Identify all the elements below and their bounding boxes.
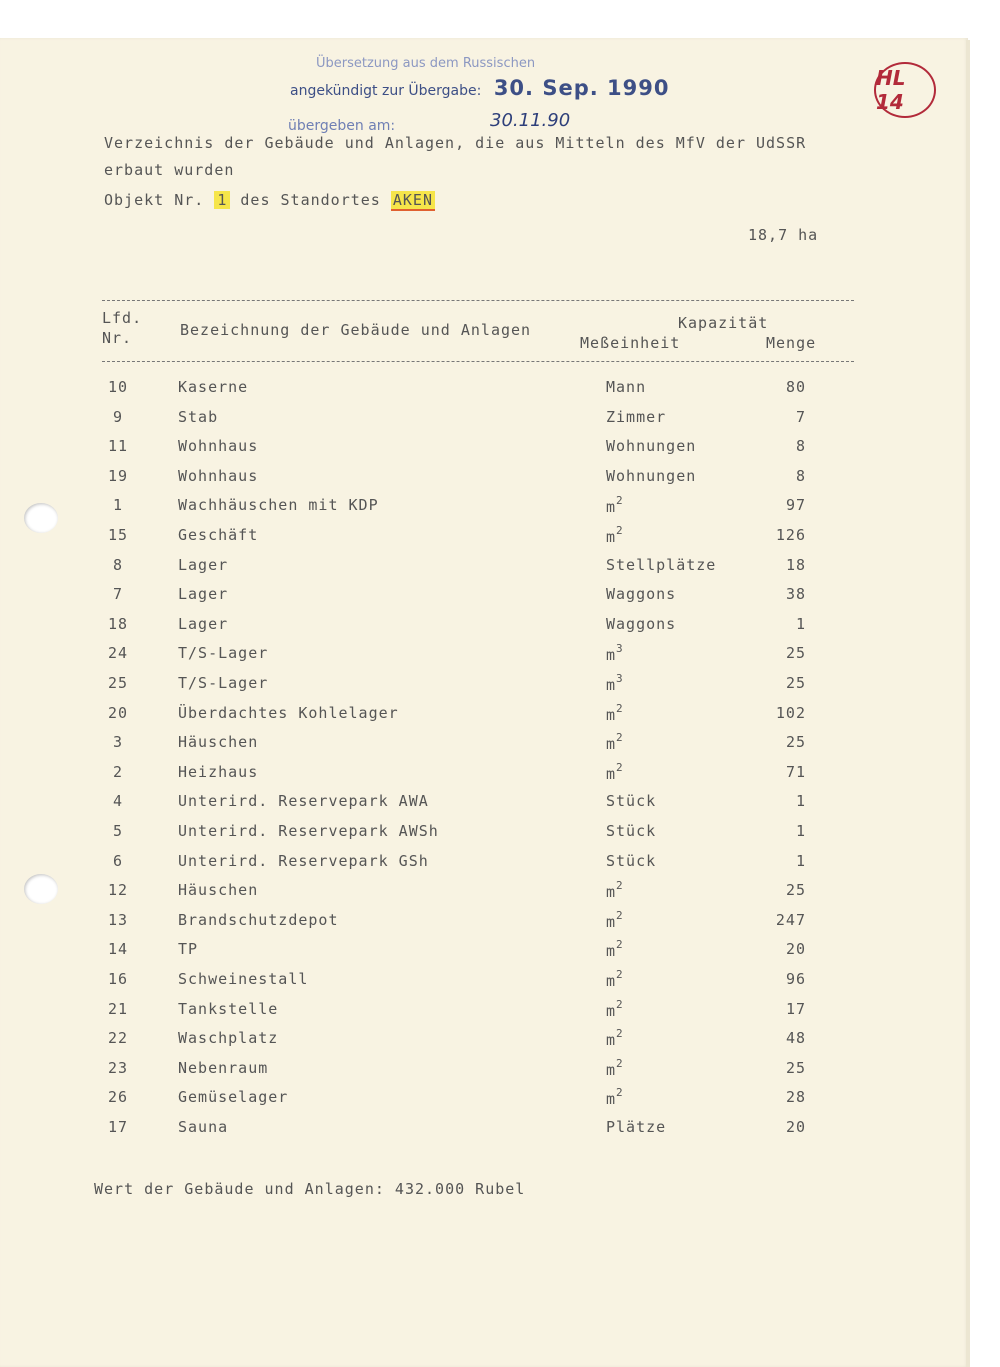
unit-cell [606, 437, 696, 455]
building-name: Häuschen [178, 733, 259, 752]
unit-label: Waggons [606, 585, 677, 604]
table-row [0, 674, 968, 702]
quantity: 1 [795, 822, 806, 840]
unit-label: Stellplätze [606, 555, 717, 574]
unit-exponent: 2 [616, 938, 624, 952]
row-number: 14 [107, 940, 129, 959]
unit-label: Stück [606, 792, 657, 811]
table-row [0, 378, 968, 406]
unit-label: Stück [606, 851, 657, 870]
building-name: Schweinestall [178, 970, 309, 988]
unit-cell [606, 408, 666, 426]
unit-label: Stück [606, 822, 657, 840]
table-row [0, 760, 968, 791]
table-row [0, 733, 968, 761]
row-number: 2 [112, 762, 124, 781]
quantity: 97 [785, 496, 806, 515]
row-number: 23 [107, 1058, 129, 1077]
unit-label: m [606, 764, 617, 783]
quantity: 8 [795, 437, 806, 456]
unit-exponent: 3 [616, 672, 624, 685]
unit-cell [606, 881, 624, 901]
building-name: Unterird. Reservepark AWA [178, 792, 429, 811]
building-name: Stab [178, 407, 219, 426]
table-header-rule [102, 361, 854, 362]
building-name: Nebenraum [178, 1058, 269, 1077]
building-name: Unterird. Reservepark AWSh [178, 822, 439, 840]
unit-cell [606, 644, 624, 664]
quantity: 17 [785, 999, 806, 1018]
col-header-nr-1: Lfd. [102, 309, 143, 327]
unit-exponent: 3 [616, 642, 624, 656]
building-name: Unterird. Reservepark GSh [178, 851, 429, 870]
stamp-announced [290, 76, 669, 100]
table-row [0, 792, 968, 820]
building-name: Tankstelle [178, 999, 279, 1018]
table-row [0, 822, 968, 850]
row-number: 25 [107, 674, 129, 692]
building-name: Waschplatz [178, 1029, 279, 1048]
row-number: 18 [107, 614, 129, 633]
unit-label: m [606, 942, 617, 961]
quantity: 7 [795, 407, 806, 426]
unit-cell [606, 378, 646, 396]
unit-label: Plätze [606, 1118, 667, 1136]
quantity: 247 [775, 910, 806, 929]
row-number: 1 [112, 496, 124, 515]
unit-label: m [606, 676, 617, 694]
unit-exponent: 2 [616, 731, 624, 745]
unit-exponent: 2 [616, 1056, 624, 1070]
row-number: 21 [107, 999, 129, 1018]
stamp-announced-label: angekündigt zur Übergabe: [290, 83, 482, 99]
table-row [0, 940, 968, 968]
unit-cell [606, 970, 624, 990]
stamp-translation-note: Übersetzung aus dem Russischen [316, 56, 536, 71]
table-row [0, 1118, 968, 1146]
unit-label: Mann [606, 378, 647, 396]
unit-cell [606, 585, 676, 603]
unit-label: m [606, 498, 617, 517]
unit-cell [606, 733, 624, 753]
building-name: Heizhaus [178, 762, 259, 781]
table-row [0, 408, 968, 436]
area-size: 18,7 ha [748, 226, 819, 244]
quantity: 126 [775, 526, 806, 544]
table-row [0, 1088, 968, 1116]
unit-cell [606, 1056, 624, 1079]
unit-exponent: 2 [616, 997, 624, 1011]
unit-cell [606, 1029, 624, 1049]
unit-label: m [606, 528, 617, 546]
unit-cell [606, 760, 624, 783]
object-line [104, 191, 435, 209]
unit-cell [606, 1118, 666, 1136]
unit-cell [606, 467, 696, 485]
quantity: 18 [785, 555, 806, 574]
unit-cell [606, 1088, 624, 1108]
quantity: 1 [795, 614, 806, 633]
quantity: 20 [785, 940, 806, 959]
unit-exponent: 2 [616, 908, 624, 922]
unit-label: Wohnungen [606, 466, 697, 485]
table-row [0, 467, 968, 495]
quantity: 96 [785, 970, 806, 988]
quantity: 1 [795, 792, 806, 811]
building-name: Überdachtes Kohlelager [178, 703, 399, 722]
quantity: 25 [785, 733, 806, 752]
stamp-announced-date: 30. Sep. 1990 [493, 76, 670, 100]
quantity: 38 [785, 585, 806, 604]
building-name: Lager [178, 555, 229, 574]
unit-cell [606, 615, 676, 633]
table-row [0, 1056, 968, 1087]
location-name: AKEN [392, 191, 433, 209]
table-row [0, 437, 968, 465]
table-row [0, 908, 968, 939]
row-number: 6 [112, 851, 124, 870]
total-value: Wert der Gebäude und Anlagen: 432.000 Rubel [94, 1180, 526, 1198]
object-mid: des Standortes [240, 191, 381, 209]
unit-label: m [606, 1031, 617, 1050]
building-name: T/S-Lager [178, 674, 269, 692]
unit-label: m [606, 646, 617, 665]
table-row [0, 852, 968, 880]
building-name: Lager [178, 614, 229, 633]
row-number: 7 [112, 585, 124, 604]
unit-label: m [606, 705, 617, 724]
table-row [0, 615, 968, 643]
table-row [0, 644, 968, 672]
col-header-qty: Menge [766, 334, 817, 352]
row-number: 26 [107, 1088, 129, 1107]
table-row [0, 556, 968, 584]
quantity: 1 [795, 851, 806, 870]
unit-cell [606, 526, 624, 546]
table-row [0, 1029, 968, 1057]
quantity: 25 [785, 644, 806, 663]
building-name: Wachhäuschen mit KDP [178, 496, 379, 515]
unit-exponent: 2 [616, 494, 624, 508]
unit-cell [606, 940, 624, 960]
row-number: 17 [107, 1118, 129, 1136]
document-title-line1: Verzeichnis der Gebäude und Anlagen, die aus Mitteln des MfV der UdSSR [104, 134, 807, 152]
unit-exponent: 2 [616, 1027, 624, 1041]
table-row [0, 496, 968, 524]
row-number: 5 [112, 822, 124, 840]
table-row [0, 997, 968, 1028]
col-header-unit: Meßeinheit [580, 334, 681, 352]
unit-cell [606, 674, 624, 694]
unit-exponent: 2 [616, 524, 624, 537]
quantity: 25 [785, 674, 806, 692]
unit-exponent: 2 [616, 968, 624, 981]
table-row [0, 701, 968, 732]
building-name: TP [178, 940, 199, 959]
quantity: 48 [785, 1029, 806, 1048]
unit-label: m [606, 1090, 617, 1109]
unit-cell [606, 496, 624, 516]
quantity: 8 [795, 466, 806, 485]
row-number: 20 [107, 703, 129, 722]
quantity: 71 [785, 762, 806, 781]
row-number: 12 [107, 881, 129, 900]
unit-label: m [606, 883, 617, 902]
unit-label: m [606, 912, 617, 931]
col-header-name: Bezeichnung der Gebäude und Anlagen [180, 321, 532, 339]
row-number: 13 [107, 910, 129, 929]
row-number: 22 [107, 1029, 129, 1048]
unit-label: m [606, 1060, 617, 1079]
row-number: 16 [107, 970, 129, 988]
quantity: 102 [775, 703, 806, 722]
quantity: 80 [785, 378, 806, 396]
table-row [0, 970, 968, 998]
unit-exponent: 2 [616, 1086, 624, 1100]
row-number: 15 [107, 526, 129, 544]
row-number: 4 [112, 792, 124, 811]
object-number: 1 [214, 191, 230, 209]
building-name: Kaserne [178, 378, 249, 396]
quantity: 25 [785, 1058, 806, 1077]
row-number: 19 [107, 466, 129, 485]
unit-cell [606, 997, 624, 1020]
building-name: Gemüselager [178, 1088, 289, 1107]
building-name: Geschäft [178, 526, 259, 544]
archive-reference-badge: HL 14 [874, 62, 936, 118]
building-name: Wohnhaus [178, 437, 259, 456]
table-row [0, 526, 968, 554]
building-name: Brandschutzdepot [178, 910, 339, 929]
row-number: 8 [112, 555, 124, 574]
unit-cell [606, 908, 624, 931]
row-number: 9 [112, 407, 124, 426]
building-name: Sauna [178, 1118, 229, 1136]
stamp-handed-over-label: übergeben am: [288, 118, 396, 134]
unit-label: Wohnungen [606, 437, 697, 456]
unit-cell [606, 822, 656, 840]
unit-label: m [606, 972, 617, 990]
building-name: Wohnhaus [178, 466, 259, 485]
unit-label: m [606, 1001, 617, 1020]
building-name: Lager [178, 585, 229, 604]
row-number: 3 [112, 733, 124, 752]
col-header-nr-2: Nr. [102, 329, 133, 347]
row-number: 10 [107, 378, 129, 396]
unit-cell [606, 701, 624, 724]
building-name: T/S-Lager [178, 644, 269, 663]
row-number: 24 [107, 644, 129, 663]
unit-cell [606, 852, 656, 870]
unit-label: Waggons [606, 614, 677, 633]
table-top-rule [102, 300, 854, 301]
table-row [0, 585, 968, 613]
unit-exponent: 2 [616, 701, 624, 715]
quantity: 20 [785, 1118, 806, 1136]
quantity: 28 [785, 1088, 806, 1107]
col-header-capacity: Kapazität [678, 314, 769, 332]
quantity: 25 [785, 881, 806, 900]
unit-cell [606, 556, 716, 574]
row-number: 11 [107, 437, 129, 456]
unit-exponent: 2 [616, 879, 624, 893]
unit-exponent: 2 [616, 760, 624, 774]
object-prefix: Objekt Nr. [104, 191, 205, 209]
unit-label: m [606, 735, 617, 754]
table-row [0, 881, 968, 909]
unit-label: Zimmer [606, 407, 667, 426]
document-page [0, 38, 968, 1367]
building-name: Häuschen [178, 881, 259, 900]
unit-cell [606, 792, 656, 810]
handwritten-handover-date: 30.11.90 [490, 110, 571, 131]
document-title-line2: erbaut wurden [104, 161, 235, 179]
